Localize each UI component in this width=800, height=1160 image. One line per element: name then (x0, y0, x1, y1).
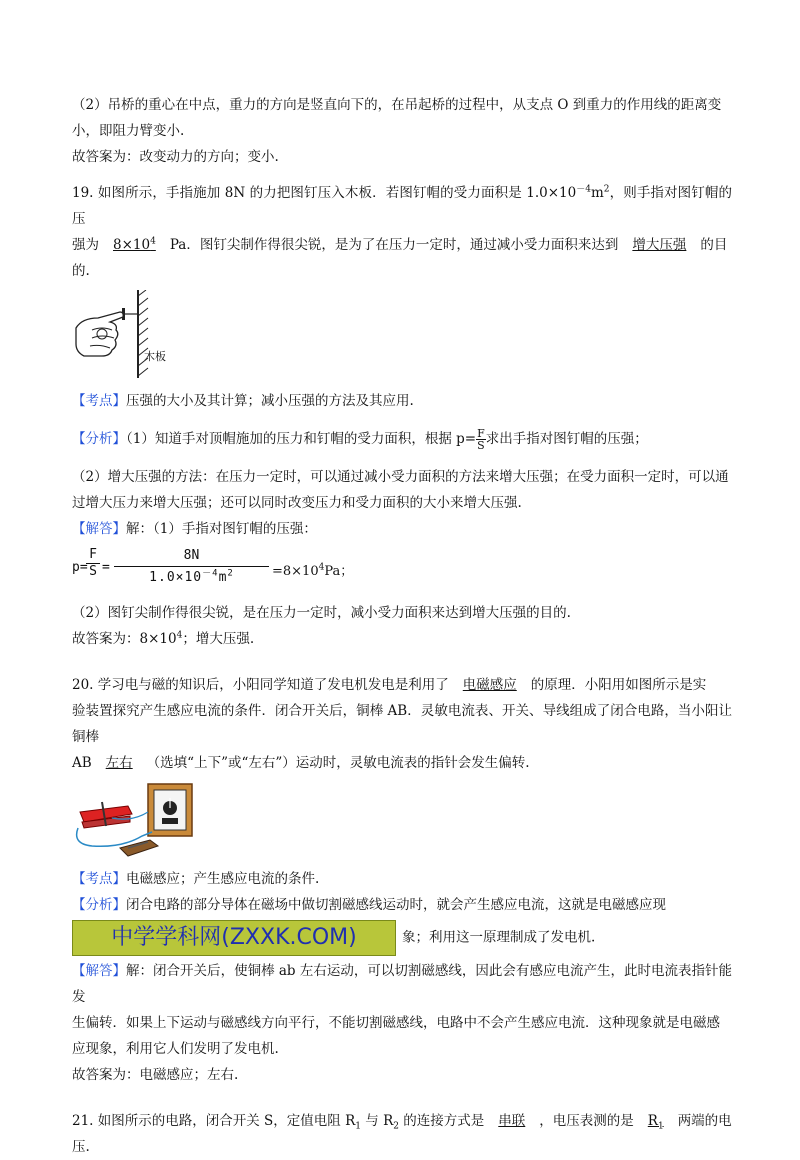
q20-jieda-line3: 应现象，利用它人们发明了发电机. (72, 1041, 279, 1057)
q20-figure-induction-apparatus (72, 782, 202, 862)
formula-equals: = (102, 560, 110, 575)
q20-jieda-line2: 生偏转．如果上下运动与磁感线方向平行，不能切割磁感线，电路中不会产生感应电流．这种现象就是电磁感 (72, 1015, 720, 1031)
q21-blank-connection: 串联 (498, 1113, 526, 1129)
q19-stem-line1 (72, 180, 732, 232)
q21-blank-voltmeter: $R_1$ (647, 1113, 664, 1132)
q19-stem-unit: m (590, 185, 604, 201)
q19-fenxi2-line2: 过增大压力来增大压强；还可以同时改变压力和受力面积的大小来增大压强. (72, 495, 522, 511)
q19-jieda-line2: （2）图钉尖制作得很尖锐，是在压力一定时，减小受力面积来达到增大压强的目的. (72, 605, 571, 621)
board-label: 木板 (144, 350, 166, 363)
q19-fenxi (72, 424, 732, 454)
q18-part2-line1: （2）吊桥的重心在中点，重力的方向是竖直向下的，在吊起桥的过程中，从支点 O 到重力的作用线的距离变 (72, 97, 722, 113)
q20-blank-principle: 电磁感应 (462, 677, 517, 693)
q19-figure-thumbtack (72, 290, 172, 380)
q19-jieda-text: 解：（1）手指对图钉帽的压强： (126, 521, 317, 537)
q20-stem-line2: 验装置探究产生感应电流的条件．闭合开关后，铜棒 AB．灵敏电流表、开关、导线组成了闭合电路，当小阳让铜棒 (72, 703, 732, 745)
hand-pressing-thumbtack-illustration (72, 290, 172, 380)
q19-stem-line3: 的. (72, 263, 90, 279)
q19-pressure-formula (72, 546, 732, 594)
q19-stem-text-end: ，则手指对图钉帽的压 (72, 185, 732, 227)
q20-fenxi-line1: 【分析】闭合电路的部分导体在磁场中做切割磁感线运动时，就会产生感应电流，这就是电磁感应现 (72, 897, 666, 913)
q19-fenxi-text: （1）知道手对顶帽施加的压力和钉帽的受力面积，根据 p= (126, 431, 477, 447)
q20-stem-line3: AB 左右 （选填“上下”或“左右”）运动时，灵敏电流表的指针会发生偏转. (72, 755, 530, 771)
q19-stem-exponent: －4 (576, 184, 591, 195)
fenxi-tag: 【分析】 (72, 431, 126, 447)
electromagnetic-induction-illustration (72, 782, 202, 862)
formula-f-over-s: F S (86, 547, 100, 580)
fenxi-tag: 【分析】 (72, 897, 126, 913)
q20-stem-line1: 20. 学习电与磁的知识后，小阳同学知道了发电机发电是利用了 电磁感应 的原理．小阳用如图所示是实 (72, 677, 707, 693)
q20-jieda-line1: 【解答】解：闭合开关后，使铜棒 ab 左右运动，可以切割磁感线，因此会有感应电流产生，此时电流表指针能发 (72, 963, 733, 1005)
q19-stem-unit-exponent: 2 (603, 184, 610, 195)
q18-part2-line2: 小，即阻力臂变小. (72, 123, 185, 139)
formula-numerator: 8N (183, 548, 200, 563)
formula-denominator: $1.0\times 10^{-4}m^2$ (114, 566, 269, 589)
q19-stem2-end: 的目 (700, 237, 728, 253)
jieda-tag: 【解答】 (72, 521, 126, 537)
kaodian-tag: 【考点】 (72, 393, 126, 409)
document-page (72, 92, 732, 1160)
q19-fenxi-text-end: 求出手指对图钉帽的压强； (485, 431, 648, 447)
q19-fenxi2-line1: （2）增大压强的方法：在压力一定时，可以通过减小受力面积的方法来增大压强；在受力面积一定时，可以通 (72, 469, 729, 485)
jieda-tag: 【解答】 (72, 963, 127, 979)
q19-kaodian-text: 压强的大小及其计算；减小压强的方法及其应用. (126, 393, 414, 409)
q18-answer: 故答案为：改变动力的方向；变小. (72, 149, 279, 165)
q19-blank-pressure: $8\times 10^4$ (113, 236, 156, 253)
q19-fenxi-fraction: $\frac{F}{S}$ (477, 427, 485, 452)
formula-p: p= (72, 560, 88, 575)
q19-stem2-middle: Pa．图钉尖制作得很尖锐，是为了在压力一定时，通过减小受力面积来达到 (169, 237, 619, 253)
q21-stem-line1: 21. 如图所示的电路，闭合开关 S，定值电阻 $R_1$ 与 $R_2$ 的连接方式是 串联 ，电压表测的是 $R_1$ 两端的电 (72, 1113, 732, 1132)
q19-stem-line2 (72, 232, 732, 258)
q19-kaodian (72, 388, 732, 414)
formula-fraction (114, 546, 269, 589)
q20-answer: 故答案为：电磁感应；左右. (72, 1067, 239, 1083)
q19-blank-purpose: 增大压强 (632, 237, 687, 253)
kaodian-tag: 【考点】 (72, 871, 126, 887)
zxxk-watermark-banner: 中学学科网(ZXXK.COM) (72, 920, 396, 956)
q19-stem-text: 19. 如图所示，手指施加 8N 的力把图钉压入木板．若图钉帽的受力面积是 1.0×10 (72, 185, 577, 201)
q20-fenxi-line2: 中学学科网(ZXXK.COM) 象；利用这一原理制成了发电机. (72, 920, 732, 956)
q19-jieda (72, 516, 732, 542)
q19-answer: 故答案为：$8\times 10^4$；增大压强. (72, 630, 255, 647)
q19-stem2-text: 强为 (72, 237, 99, 253)
q20-blank-direction: 左右 (105, 755, 133, 771)
q21-stem-line2: 压. (72, 1139, 90, 1155)
formula-result: $=8\times 10^4Pa$； (272, 562, 354, 579)
q20-kaodian: 【考点】电磁感应；产生感应电流的条件. (72, 871, 320, 887)
